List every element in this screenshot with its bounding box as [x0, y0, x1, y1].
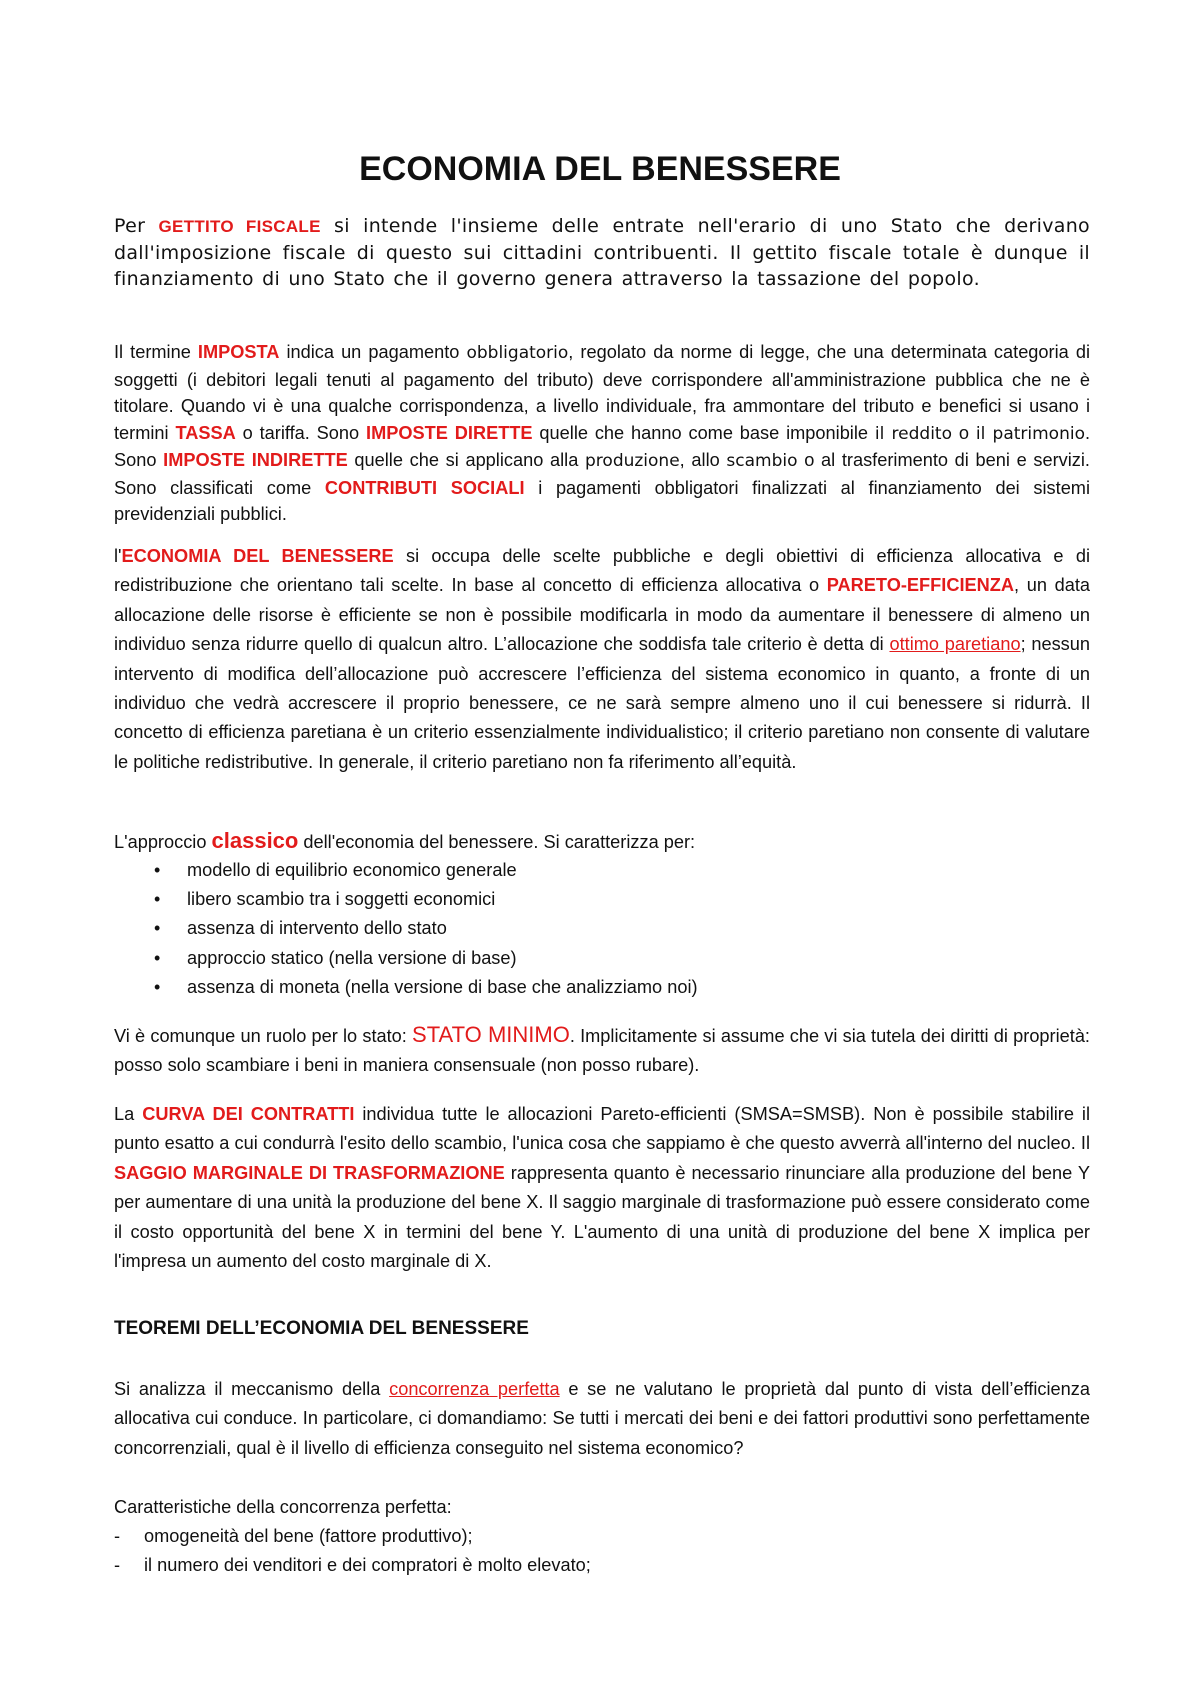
- keyword-imposte-indirette: IMPOSTE INDIRETTE: [163, 450, 348, 470]
- paragraph-stato-minimo: Vi è comunque un ruolo per lo stato: STATO MINIMO. Implicitamente si assume che vi sia tutela dei diritti di proprietà: posso solo scambiare i beni in maniera consensuale (non posso rubare).: [114, 1022, 1090, 1076]
- keyword-saggio-marginale: SAGGIO MARGINALE DI TRASFORMAZIONE: [114, 1162, 505, 1183]
- concorrenza-dash-list: [114, 1522, 591, 1580]
- paragraph-gettito-fiscale: Per GETTITO FISCALE si intende l'insieme delle entrate nell'erario di uno Stato che derivano dall'imposizione fiscale di questo sui cittadini contribuenti. Il gettito fiscale totale è dunque il finanziamento di uno Stato che il governo genera attraverso la tassazione del popolo.: [114, 215, 1090, 290]
- section-heading-teoremi: TEOREMI DELL’ECONOMIA DEL BENESSERE: [114, 1318, 529, 1339]
- list-item: • libero scambio tra i soggetti economici: [114, 885, 698, 914]
- paragraph-concorrenza-perfetta: Si analizza il meccanismo della concorrenza perfetta e se ne valutano le proprietà dal punto di vista dell’efficienza allocativa cui conduce. In particolare, ci domandiamo: Se tutti i mercati dei beni e dei fattori produttivi sono perfettamente concorrenziali, qual è il livello di efficienza conseguito nel sistema economico?: [114, 1379, 1090, 1458]
- paragraph-caratteristiche: Caratteristiche della concorrenza perfetta:: [114, 1497, 452, 1517]
- paragraph-imposta: Il termine IMPOSTA indica un pagamento obbligatorio, regolato da norme di legge, che una determinata categoria di soggetti (i debitori legali tenuti al pagamento del tributo) deve corrispondere all'amministrazione pubblica che ne è titolare. Quando vi è una qualche corrispondenza, a livello individuale, fra ammontare del tributo e benefici si usano i termini TASSA o tariffa. Sono IMPOSTE DIRETTE quelle che hanno come base imponibile il reddito o il patrimonio. Sono IMPOSTE INDIRETTE quelle che si applicano alla produzione, allo scambio o al trasferimento di beni e servizi. Sono classificati come CONTRIBUTI SOCIALI i pagamenti obbligatori finalizzati al finanziamento dei sistemi previdenziali pubblici.: [114, 342, 1091, 524]
- paragraph-curva-dei-contratti: La CURVA DEI CONTRATTI individua tutte le allocazioni Pareto-efficienti (SMSA=SMSB). Non è possibile stabilire il punto esatto a cui condurrà l'esito dello scambio, l'unica cosa che sappiamo è che questo avverrà all'interno del nucleo. Il SAGGIO MARGINALE DI TRASFORMAZIONE rappresenta quanto è necessario rinunciare alla produzione del bene Y per aumentare di una unità la produzione del bene X. Il saggio marginale di trasformazione può essere considerato come il costo opportunità del bene X in termini del bene Y. L'aumento di una unità di produzione del bene X implica per l'impresa un aumento del costo marginale di X.: [114, 1104, 1090, 1272]
- keyword-classico: classico: [211, 828, 299, 853]
- list-item: - il numero dei venditori e dei compratori è molto elevato;: [114, 1551, 591, 1580]
- keyword-gettito-fiscale: GETTITO FISCALE: [158, 217, 321, 236]
- keyword-imposta: IMPOSTA: [197, 342, 280, 362]
- paragraph-approccio-classico: L'approccio classico dell'economia del benessere. Si caratterizza per:: [114, 828, 696, 853]
- list-item: • assenza di intervento dello stato: [114, 914, 698, 943]
- page-title: ECONOMIA DEL BENESSERE: [359, 150, 841, 188]
- paragraph-economia-benessere: l'ECONOMIA DEL BENESSERE si occupa delle scelte pubbliche e degli obiettivi di efficienza allocativa e di redistribuzione che orientano tali scelte. In base al concetto di efficienza allocativa o PARETO-EFFICIENZA, un data allocazione delle risorse è efficiente se non è possibile modificarla in modo da aumentare il benessere di almeno un individuo senza ridurre quello di qualcun altro. L’allocazione che soddisfa tale criterio è detta di ottimo paretiano; nessun intervento di modifica dell’allocazione può accrescere l’efficienza del sistema economico in quanto, a fronte di un individuo che vedrà accrescere il proprio benessere, ce ne sarà sempre almeno uno il cui benessere si ridurrà. Il concetto di efficienza paretiana è un criterio essenzialmente individualistico; il criterio paretiano non consente di valutare le politiche redistributive. In generale, il criterio paretiano non fa riferimento all’equità.: [114, 546, 1091, 772]
- list-item: • approccio statico (nella versione di base): [114, 944, 698, 973]
- keyword-curva-dei-contratti: CURVA DEI CONTRATTI: [142, 1104, 355, 1124]
- keyword-pareto-efficienza: PARETO-EFFICIENZA: [826, 575, 1015, 596]
- keyword-imposte-dirette: IMPOSTE DIRETTE: [366, 422, 533, 443]
- list-item: • assenza di moneta (nella versione di base che analizziamo noi): [114, 973, 698, 1002]
- list-item: • modello di equilibrio economico generale: [114, 856, 698, 885]
- characteristics-bullet-list: [114, 856, 698, 1002]
- list-item: - omogeneità del bene (fattore produttivo);: [114, 1522, 591, 1551]
- link-ottimo-paretiano[interactable]: ottimo paretiano: [889, 634, 1021, 655]
- keyword-tassa: TASSA: [175, 422, 236, 443]
- keyword-economia-del-benessere: ECONOMIA DEL BENESSERE: [121, 546, 394, 566]
- keyword-contributi-sociali: CONTRIBUTI SOCIALI: [324, 477, 525, 498]
- link-concorrenza-perfetta[interactable]: concorrenza perfetta: [389, 1379, 560, 1399]
- keyword-stato-minimo: STATO MINIMO: [412, 1022, 570, 1047]
